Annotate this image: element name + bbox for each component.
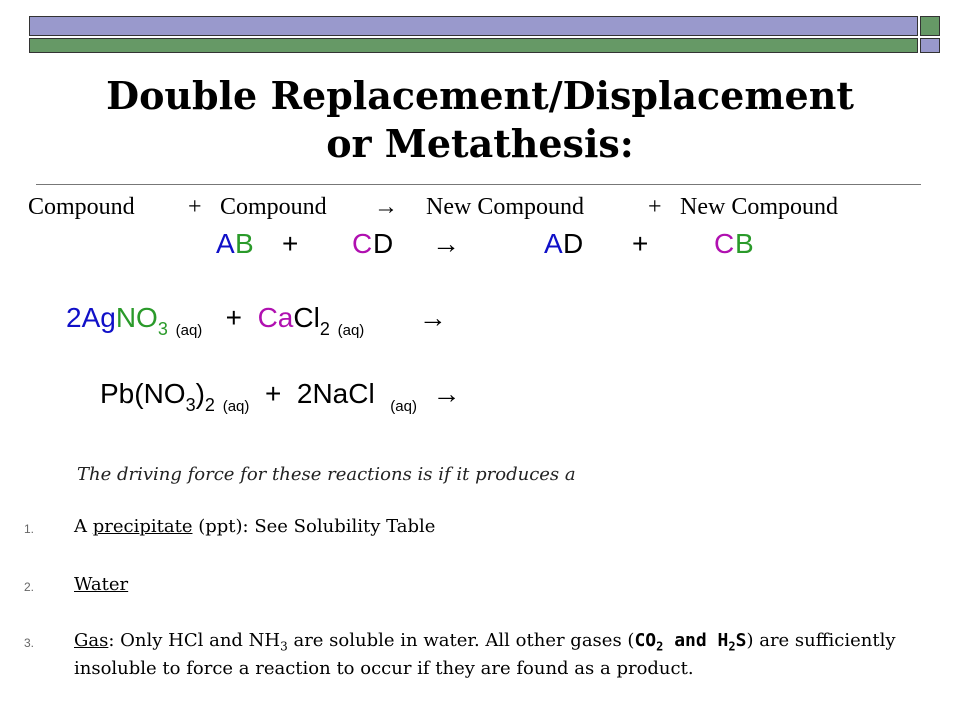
and-text: and (663, 630, 718, 651)
chloride-term: Cl (293, 302, 320, 333)
list-text (74, 574, 954, 596)
nitrate-subscript: 3 (185, 395, 196, 415)
s-text: S (735, 630, 747, 651)
letter-d: D (373, 228, 394, 259)
plus-2: + (648, 194, 662, 220)
header-bar-top (29, 16, 918, 36)
list-number: 2. (24, 580, 35, 594)
item-text-2: are soluble in water. All other gases ( (287, 630, 635, 651)
arrow: → (418, 302, 447, 333)
close-paren: ) (195, 378, 205, 409)
state-2: (aq) (337, 322, 365, 339)
title-underline (36, 184, 921, 185)
arrow: → (432, 378, 461, 409)
item-text-1: : Only HCl and NH (108, 630, 281, 651)
nitrate-subscript: 3 (157, 319, 168, 339)
compound-2: Compound (220, 194, 327, 220)
title-line-1: Double Replacement/Displacement (106, 73, 854, 118)
header-square-middle (920, 38, 940, 53)
paren-subscript: 2 (204, 395, 215, 415)
list-item (24, 516, 949, 540)
h2s-subscript: 2 (728, 639, 736, 654)
letter-c-2: C (714, 228, 735, 259)
list-item (24, 630, 949, 700)
plus-2: + (632, 228, 649, 259)
letter-d-2: D (563, 228, 584, 259)
calcium-term: Ca (257, 302, 294, 333)
chloride-subscript: 2 (319, 319, 330, 339)
h-text: H (717, 630, 729, 651)
gas-term: Gas (74, 630, 109, 651)
list-text (74, 630, 954, 680)
silver-term: 2Ag (66, 302, 116, 333)
list-number: 1. (24, 522, 35, 536)
compound-1: Compound (28, 194, 135, 220)
plus-1: + (188, 194, 202, 220)
letter-a: A (216, 228, 235, 259)
plus: + (264, 378, 282, 409)
slide-title (40, 72, 920, 168)
header-square-top (920, 16, 940, 36)
co2-term (634, 630, 747, 654)
driving-force-text: The driving force for these reactions is if it produces a (77, 464, 576, 485)
letter-c: C (352, 228, 373, 259)
water-term: Water (74, 574, 129, 595)
ammonia-subscript: 3 (280, 639, 288, 654)
item-suffix: (ppt): See Solubility Table (192, 516, 436, 537)
item-prefix: A (74, 516, 93, 537)
header-bar-middle (29, 38, 918, 53)
item-text-3: ) are sufficiently insoluble to force a reaction to occur if they are found as a product. (74, 630, 896, 679)
new-compound-1: New Compound (426, 194, 584, 220)
equation-lead-nitrate (100, 378, 461, 415)
list-text (74, 516, 954, 538)
nitrate-term: NO (115, 302, 158, 333)
plus: + (225, 302, 243, 333)
state-1: (aq) (175, 322, 203, 339)
state-2: (aq) (390, 398, 417, 415)
letter-b-2: B (735, 228, 754, 259)
arrow: → (432, 228, 460, 259)
plus-1: + (282, 228, 299, 259)
arrow: → (374, 194, 398, 220)
letter-b: B (235, 228, 254, 259)
equation-silver-nitrate (66, 302, 447, 339)
list-item (24, 574, 949, 598)
state-1: (aq) (222, 398, 250, 415)
letter-a-2: A (544, 228, 563, 259)
precipitate-term: precipitate (92, 516, 193, 537)
title-line-2: or Metathesis: (326, 121, 634, 166)
co-text: CO (634, 630, 657, 651)
list-number: 3. (24, 636, 35, 650)
sodium-chloride-term: 2NaCl (296, 378, 375, 409)
lead-nitrate-term: Pb(NO (100, 378, 186, 409)
new-compound-2: New Compound (680, 194, 838, 220)
co2-subscript: 2 (656, 639, 664, 654)
